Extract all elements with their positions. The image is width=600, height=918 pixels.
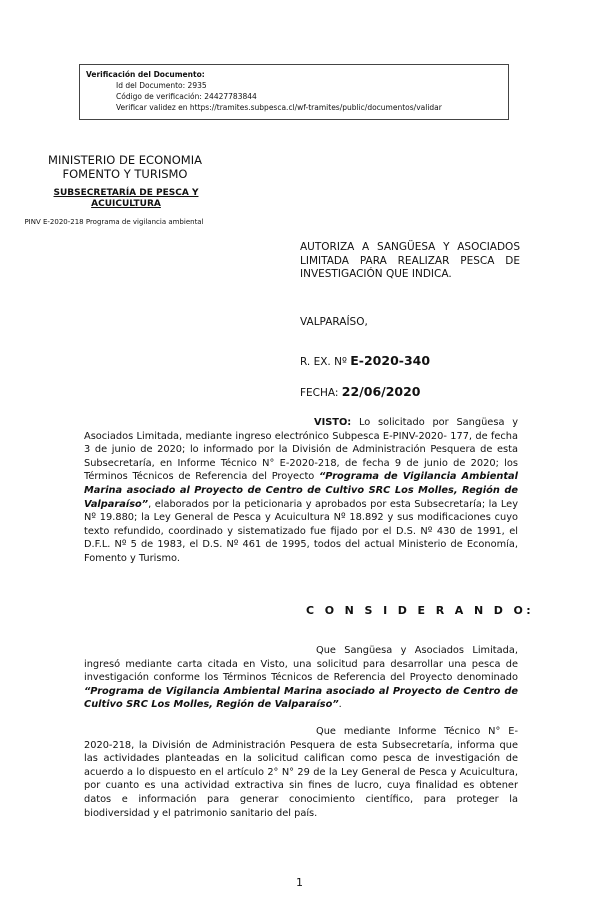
considerando-heading: C O N S I D E R A N D O: [306, 604, 535, 617]
visto-project-name: “Programa de Vigilancia Ambiental Marina asociado al Proyecto de Centro de Cultivo SRC Los Molles, Región de Valparaíso” [84, 471, 518, 510]
resolution-date [300, 384, 421, 399]
considerando-paragraph-1 [84, 644, 518, 712]
verification-list [86, 80, 502, 113]
considerando-paragraph-2: Que mediante Informe Técnico N° E-2020-218, la División de Administración Pesquera de esta Subsecretaría, informa que las actividades planteadas en la solicitud califican como pesca de investigación de acuerdo a lo dispuesto en el artículo 2° N° 29 de la Ley General de Pesca y Acuicultura, por cuanto es una actividad extractiva sin fines de lucro, cuya finalidad es obtener datos e información para generar conocimiento científico, para proteger la biodiversidad y el patrimonio sanitario del país. [84, 726, 518, 819]
verification-code: • Código de verificación: 24427783844 [116, 91, 502, 102]
visto-text-2: , elaborados por la peticionaria y aprobados por esta Subsecretaría; la Ley Nº 19.880; la Ley General de Pesca y Acuicultura Nº 18.892 y sus modificaciones cuyo texto refundido, coordinado y sistematizado fue fijado por el D.S. Nº 430 de 1991, el D.F.L. Nº 5 de 1983, el D.S. Nº 461 de 1995, todos del actual Ministerio de Economía, Fomento y Turismo. [84, 498, 518, 564]
document-subject: AUTORIZA A SANGÜESA Y ASOCIADOS LIMITADA PARA REALIZAR PESCA DE INVESTIGACIÓN QUE INDICA. [300, 241, 520, 280]
considerando1-project-name: “Programa de Vigilancia Ambiental Marina asociado al Proyecto de Centro de Cultivo SRC Los Molles, Región de Valparaíso” [84, 685, 518, 711]
resolution-label: R. EX. Nº [300, 356, 347, 368]
visto-text-1: Lo solicitado por Sangüesa y Asociados Limitada, mediante ingreso electrónico Subpesca E-PINV-2020- 177, de fecha 3 de junio de 2020; lo informado por la División de Administración Pesquera de esta Subsecretaría, en Informe Técnico N° E-2020-218, de fecha 9 de junio de 2020; los Términos Técnicos de Referencia del Proyecto [84, 417, 518, 483]
reference-line: PINV E-2020-218 Programa de vigilancia ambiental [24, 218, 204, 226]
visto-label: VISTO: [314, 417, 352, 428]
resolution-number [300, 353, 430, 368]
considerando1-text-1: Que Sangüesa y Asociados Limitada, ingresó mediante carta citada en Visto, una solicitud para desarrollar una pesca de investigación conforme los Términos Técnicos de Referencia del Proyecto denominado [84, 645, 518, 684]
verification-box [79, 64, 509, 120]
considerando1-text-2: . [338, 699, 342, 711]
date-label: FECHA: [300, 387, 339, 399]
ministry-line-2: FOMENTO Y TURISMO [62, 167, 188, 181]
subsecretaria-name: SUBSECRETARÍA DE PESCA Y ACUICULTURA [53, 188, 199, 209]
ministry-name [30, 153, 220, 181]
resolution-value: E-2020-340 [350, 353, 431, 368]
verification-id: • Id del Documento: 2935 [116, 80, 502, 91]
page-number: 1 [296, 876, 303, 889]
verification-title: Verificación del Documento: [86, 70, 205, 79]
visto-paragraph [84, 416, 518, 566]
ministry-line-1: MINISTERIO DE ECONOMIA [48, 153, 202, 167]
date-value: 22/06/2020 [341, 384, 421, 399]
city: VALPARAÍSO, [300, 316, 368, 328]
verification-url[interactable]: • Verificar validez en https://tramites.subpesca.cl/wf-tramites/public/documentos/validar [116, 102, 502, 113]
